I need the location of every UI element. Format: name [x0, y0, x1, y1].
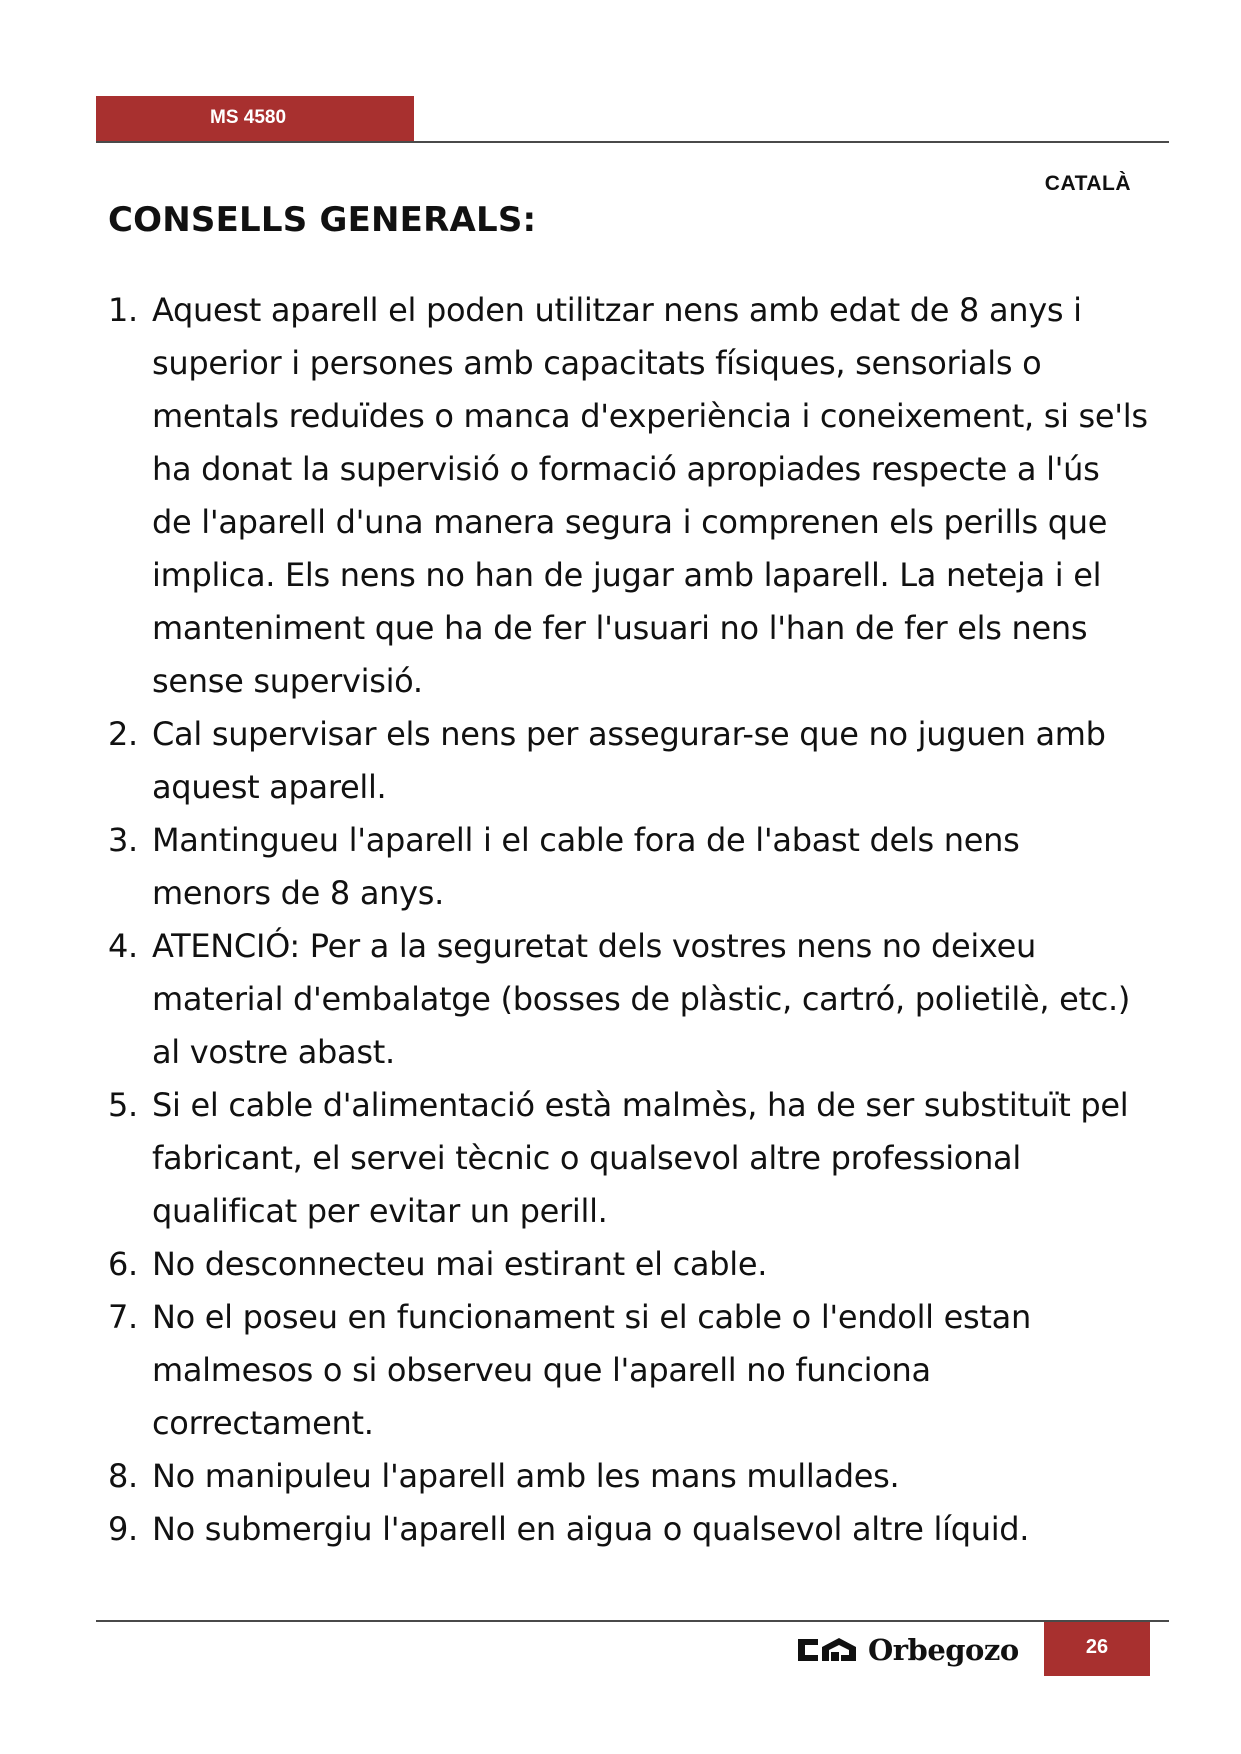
item-text: Cal supervisar els nens per assegurar-se que no juguen amb aquest aparell. [152, 715, 1106, 806]
item-number: 6. [108, 1245, 138, 1283]
footer-divider [96, 1620, 1169, 1622]
item-text: Aquest aparell el poden utilitzar nens amb edat de 8 anys i superior i persones amb capacitats físiques, sensorials o mentals reduïdes o manca d'experiència i coneixement, si se'ls ha donat la supervisió o formació apropiades respecte a l'ús de l'aparell d'una manera segura i comprenen els perills que implica. Els nens no han de jugar amb laparell. La neteja i el manteniment que ha de fer l'usuari no l'han de fer els nens sense supervisió. [152, 291, 1148, 700]
list-item [108, 1450, 1148, 1503]
list-item [108, 1079, 1148, 1238]
item-text: ATENCIÓ: Per a la seguretat dels vostres nens no deixeu material d'embalatge (bosses de plàstic, cartró, polietilè, etc.) al vostre abast. [152, 927, 1131, 1071]
model-label: MS 4580 [210, 107, 287, 128]
list-item [108, 1238, 1148, 1291]
item-text: No submergiu l'aparell en aigua o qualsevol altre líquid. [152, 1510, 1030, 1548]
item-text: Mantingueu l'aparell i el cable fora de l'abast dels nens menors de 8 anys. [152, 821, 1020, 912]
page-number-box [1044, 1622, 1150, 1676]
item-text: No desconnecteu mai estirant el cable. [152, 1245, 768, 1283]
item-number: 9. [108, 1510, 138, 1548]
item-number: 3. [108, 821, 138, 859]
brand-name: Orbegozo [868, 1633, 1019, 1667]
advice-list [108, 284, 1148, 1556]
item-text: Si el cable d'alimentació està malmès, ha de ser substituït pel fabricant, el servei tècnic o qualsevol altre professional qualificat per evitar un perill. [152, 1086, 1129, 1230]
header-divider [96, 141, 1169, 143]
list-item [108, 284, 1148, 708]
item-number: 7. [108, 1298, 138, 1336]
brand-logo [796, 1624, 1036, 1676]
list-item [108, 814, 1148, 920]
list-item [108, 1291, 1148, 1450]
brand-mark-icon [796, 1635, 858, 1665]
model-tab [96, 96, 414, 142]
list-item [108, 708, 1148, 814]
item-number: 1. [108, 291, 138, 329]
item-number: 5. [108, 1086, 138, 1124]
item-text: No manipuleu l'aparell amb les mans mullades. [152, 1457, 900, 1495]
item-number: 2. [108, 715, 138, 753]
page-number: 26 [1085, 1636, 1109, 1658]
language-label: CATALÀ [1044, 172, 1131, 195]
item-number: 8. [108, 1457, 138, 1495]
list-item [108, 1503, 1148, 1556]
list-item [108, 920, 1148, 1079]
item-number: 4. [108, 927, 138, 965]
section-title: CONSELLS GENERALS: [108, 200, 537, 240]
item-text: No el poseu en funcionament si el cable o l'endoll estan malmesos o si observeu que l'aparell no funciona correctament. [152, 1298, 1031, 1442]
